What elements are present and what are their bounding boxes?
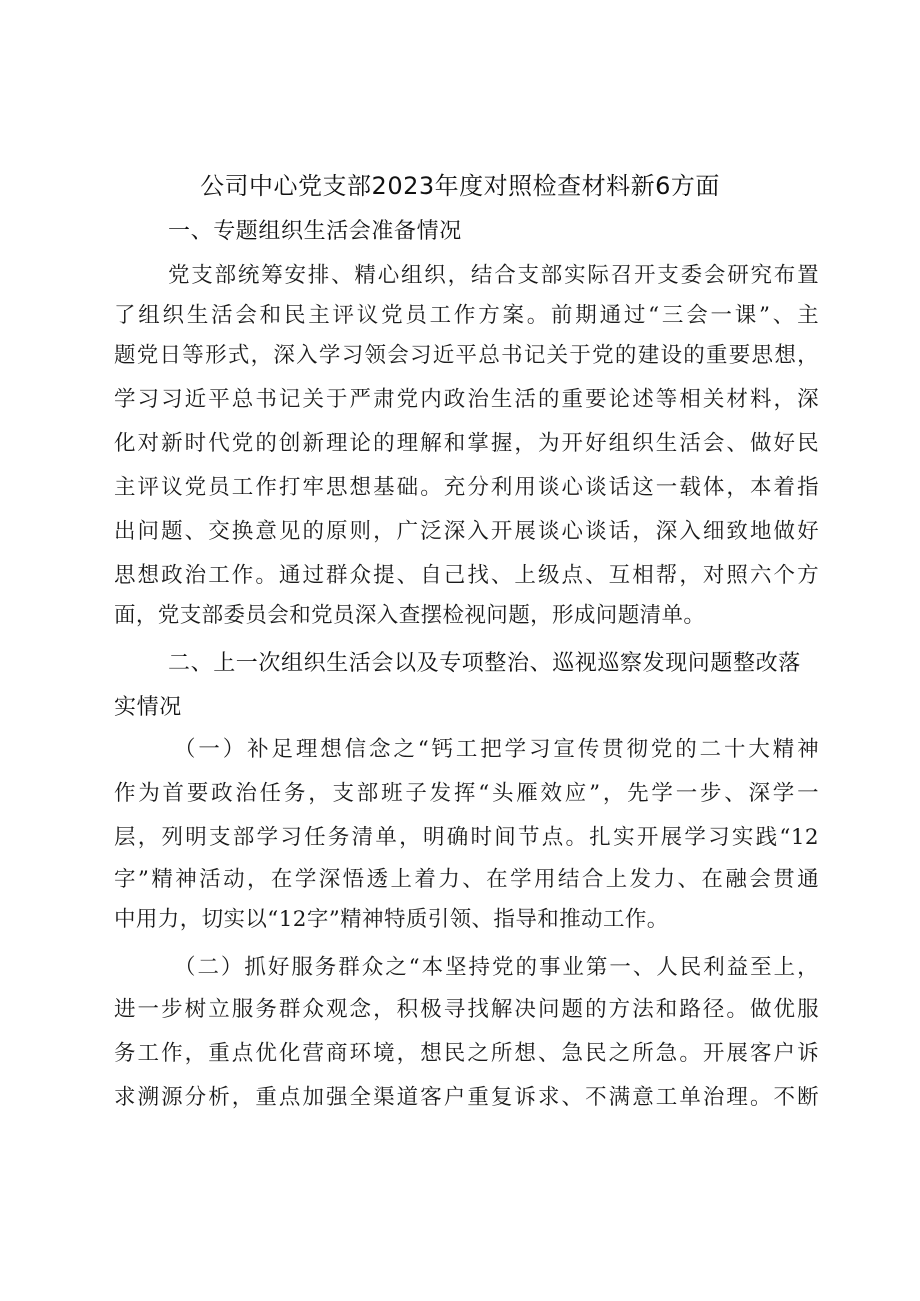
- section1-line-6: 主评议党员工作打牢思想基础。充分利用谈心谈话这一载体，本着指: [114, 475, 819, 500]
- section1-line-3: 题党日等形式，深入学习领会习近平总书记关于党的建设的重要思想，: [114, 343, 819, 368]
- section1-line-7: 出问题、交换意见的原则，广泛深入开展谈心谈话，深入细致地做好: [114, 519, 819, 544]
- section1-line-2: 了组织生活会和民主评议党员工作方案。前期通过“三会一课”、主: [114, 303, 819, 328]
- item2-line-1: （二）抓好服务群众之“本坚持党的事业第一、人民利益至上，: [174, 955, 819, 980]
- section1-heading-text: 一、专题组织生活会准备情况: [168, 219, 462, 244]
- section1-line-4: 学习习近平总书记关于严肃党内政治生活的重要论述等相关材料，深: [114, 387, 819, 412]
- section1-line-1: 党支部统筹安排、精心组织，结合支部实际召开支委会研究布置: [168, 263, 819, 288]
- section1-line-5: 化对新时代党的创新理论的理解和掌握，为开好组织生活会、做好民: [114, 431, 819, 456]
- section1-line-9: 面，党支部委员会和党员深入查摆检视问题，形成问题清单。: [114, 603, 706, 628]
- section1-line-8: 思想政治工作。通过群众提、自己找、上级点、互相帮，对照六个方: [114, 563, 819, 588]
- item1-line-3: 层，列明支部学习任务清单，明确时间节点。扎实开展学习实践“12: [114, 825, 819, 850]
- section2-heading-line-1: 二、上一次组织生活会以及专项整治、巡视巡察发现问题整改落: [168, 651, 801, 676]
- item1-line-1: （一）补足理想信念之“钙工把学习宣传贯彻党的二十大精神: [174, 737, 819, 762]
- section1-heading: [114, 212, 819, 252]
- document-title: 公司中心党支部2023年度对照检查材料新6方面: [200, 172, 720, 200]
- item1-line-5: 中用力，切实以“12字”精神特质引领、指导和推动工作。: [114, 907, 669, 932]
- item2-line-3: 务工作，重点优化营商环境，想民之所想、急民之所急。开展客户诉: [114, 1041, 819, 1066]
- item1-line-2: 作为首要政治任务，支部班子发挥“头雁效应”，先学一步、深学一: [114, 781, 819, 806]
- item2-line-2: 进一步树立服务群众观念，积极寻找解决问题的方法和路径。做优服: [114, 997, 819, 1022]
- section2-heading: [114, 644, 819, 728]
- item1-line-4: 字”精神活动，在学深悟透上着力、在学用结合上发力、在融会贯通: [114, 867, 819, 892]
- section2-heading-line-2: 实情况: [114, 695, 182, 720]
- item2-line-4: 求溯源分析，重点加强全渠道客户重复诉求、不满意工单治理。不断: [114, 1085, 819, 1110]
